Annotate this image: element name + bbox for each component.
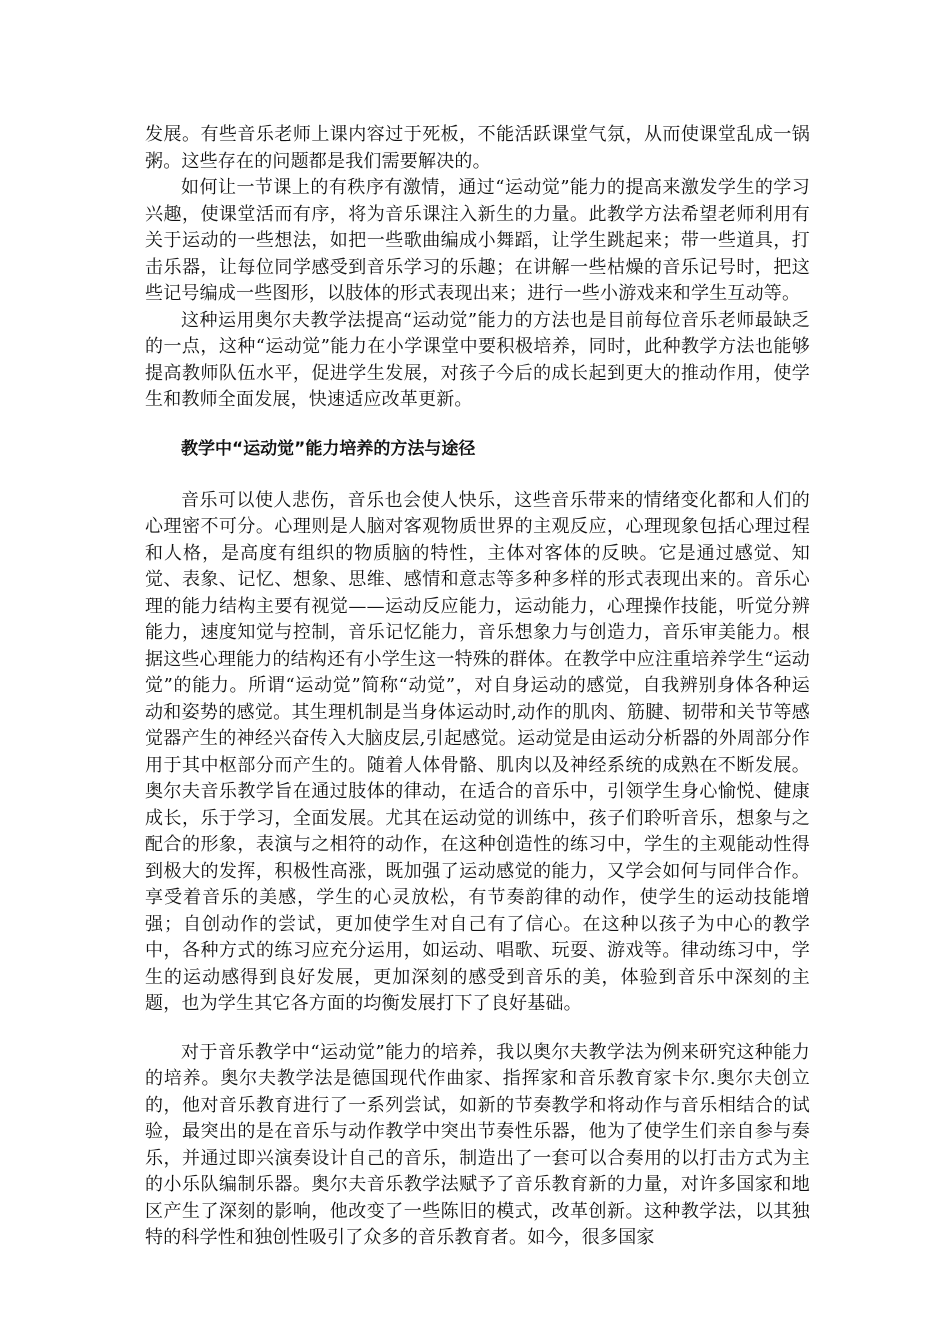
paragraph-music-psychology: 音乐可以使人悲伤，音乐也会使人快乐，这些音乐带来的情绪变化都和人们的心理密不可分。心理则是人脑对客观物质世界的主观反应，心理现象包括心理过程和人格，是高度有组织的物质脑的特性，主体对客体的反映。它是通过感觉、知觉、表象、记忆、想象、思维、感情和意志等多种多样的形式表现出来的。音乐心理的能力结构主要有视觉——运动反应能力，运动能力，心理操作技能，听觉分辨能力，速度知觉与控制，音乐记忆能力，音乐想象力与创造力，音乐审美能力。根据这些心理能力的结构还有小学生这一特殊的群体。在教学中应注重培养学生“运动觉”的能力。所谓“运动觉”简称“动觉”，对自身运动的感觉，自我辨别身体各种运动和姿势的感觉。其生理机制是当身体运动时,动作的肌肉、筋腱、韧带和关节等感觉器产生的神经兴奋传入大脑皮层,引起感觉。运动觉是由运动分析器的外周部分作用于其中枢部分而产生的。随着人体骨骼、肌肉以及神经系统的成熟在不断发展。奥尔夫音乐教学旨在通过肢体的律动，在适合的音乐中，引领学生身心愉悦、健康成长，乐于学习，全面发展。尤其在运动觉的训练中，孩子们聆听音乐，想象与之配合的形象，表演与之相符的动作，在这种创造性的练习中，学生的主观能动性得到极大的发挥，积极性高涨，既加强了运动感觉的能力，又学会如何与同伴合作。享受着音乐的美感，学生的心灵放松，有节奏韵律的动作，使学生的运动技能增强；自创动作的尝试，更加使学生对自己有了信心。在这种以孩子为中心的教学中，各种方式的练习应充分运用，如运动、唱歌、玩耍、游戏等。律动练习中，学生的运动感得到良好发展，更加深刻的感受到音乐的美，体验到音乐中深刻的主题，也为学生其它各方面的均衡发展打下了良好基础。 [145,489,810,1014]
section-heading: 教学中“运动觉”能力培养的方法与途径 [181,438,476,459]
paragraph-continuation: 发展。有些音乐老师上课内容过于死板，不能活跃课堂气氛，从而使课堂乱成一锅粥。这些存在的问题都是我们需要解决的。 [145,124,810,172]
paragraph-classroom-order: 如何让一节课上的有秩序有激情，通过“运动觉”能力的提高来激发学生的学习兴趣，使课堂活而有序，将为音乐课注入新生的力量。此教学方法希望老师利用有关于运动的一些想法，如把一些歌曲编成小舞蹈，让学生跳起来；带一些道具，打击乐器，让每位同学感受到音乐学习的乐趣；在讲解一些枯燥的音乐记号时，把这些记号编成一些图形，以肢体的形式表现出来；进行一些小游戏来和学生互动等。 [145,177,810,304]
document-page [145,122,810,1252]
paragraph-orff-method-value: 这种运用奥尔夫教学法提高“运动觉”能力的方法也是目前每位音乐老师最缺乏的一点，这种“运动觉”能力在小学课堂中要积极培养，同时，此种教学方法也能够提高教师队伍水平，促进学生发展，对孩子今后的成长起到更大的推动作用，使学生和教师全面发展，快速适应改革更新。 [145,309,810,410]
paragraph-orff-introduction: 对于音乐教学中“运动觉”能力的培养，我以奥尔夫教学法为例来研究这种能力的培养。奥尔夫教学法是德国现代作曲家、指挥家和音乐教育家卡尔.奥尔夫创立的，他对音乐教育进行了一系列尝试，如新的节奏教学和将动作与音乐相结合的试验，最突出的是在音乐与动作教学中突出节奏性乐器，他为了使学生们亲自参与奏乐，并通过即兴演奏设计自己的音乐，制造出了一套可以合奏用的以打击方式为主的小乐队编制乐器。奥尔夫音乐教学法赋予了音乐教育新的力量，对许多国家和地区产生了深刻的影响，他改变了一些陈旧的模式，改革创新。这种教学法，以其独特的科学性和独创性吸引了众多的音乐教育者。如今，很多国家 [145,1041,810,1248]
paragraph-gap [145,1018,810,1040]
